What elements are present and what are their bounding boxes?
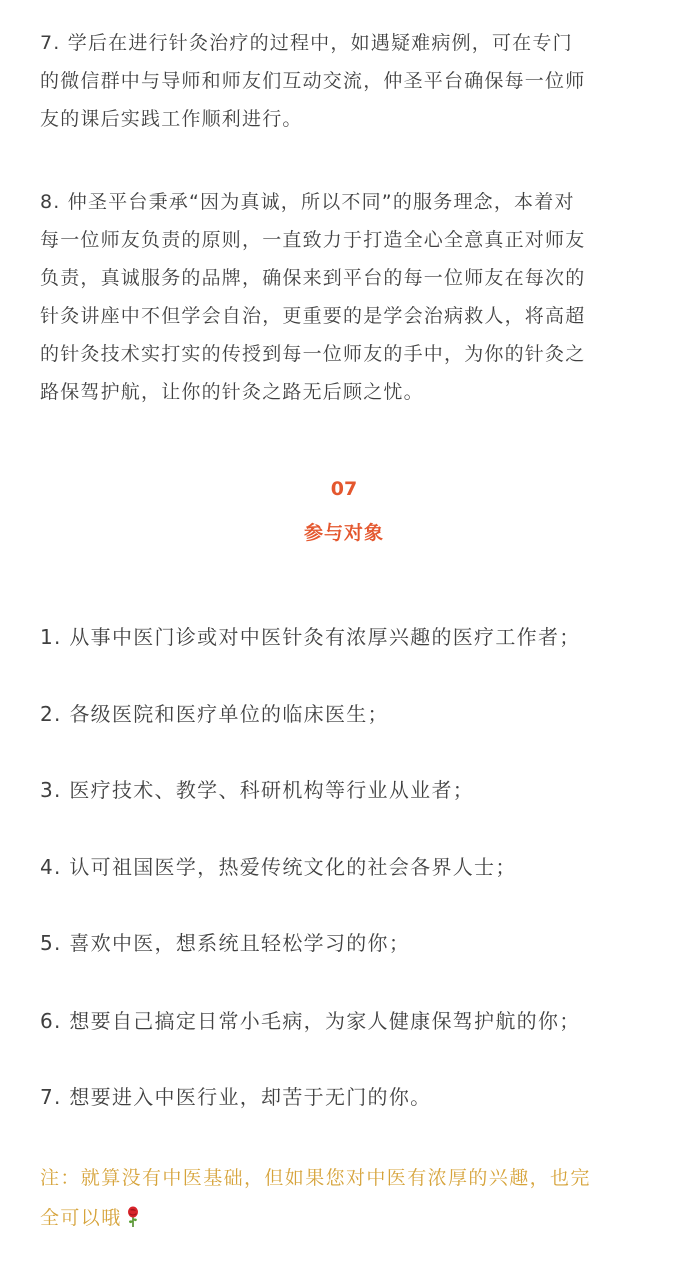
note (40, 1158, 660, 1238)
audience-item: 5. 喜欢中医，想系统且轻松学习的你； (40, 931, 411, 955)
paragraph-line: 友的课后实践工作顺利进行。 (40, 108, 303, 130)
rose-icon (124, 1202, 142, 1224)
paragraph-line: 7. 学后在进行针灸治疗的过程中，如遇疑难病例，可在专门 (40, 32, 573, 54)
paragraph-line: 路保驾护航，让你的针灸之路无后顾之忧。 (40, 381, 424, 403)
note-line: 注：就算没有中医基础，但如果您对中医有浓厚的兴趣，也完 (40, 1167, 591, 1189)
audience-item: 3. 医疗技术、教学、科研机构等行业从业者； (40, 778, 475, 802)
audience-item: 1. 从事中医门诊或对中医针灸有浓厚兴趣的医疗工作者； (40, 625, 581, 649)
note-line-2 (40, 1198, 660, 1238)
audience-item: 2. 各级医院和医疗单位的临床医生； (40, 702, 389, 726)
section-number: 07 (330, 478, 358, 500)
paragraph-7 (40, 24, 652, 138)
paragraph-line: 针灸讲座中不但学会自治，更重要的是学会治病救人，将高超 (40, 305, 586, 327)
paragraph-line: 的针灸技术实打实的传授到每一位师友的手中，为你的针灸之 (40, 343, 586, 365)
section-title: 参与对象 (303, 522, 384, 544)
paragraph-8 (40, 183, 652, 411)
note-line-text: 全可以哦 (40, 1207, 122, 1229)
audience-item: 7. 想要进入中医行业，却苦于无门的你。 (40, 1085, 432, 1109)
audience-item: 6. 想要自己搞定日常小毛病，为家人健康保驾护航的你； (40, 1009, 581, 1033)
audience-item: 4. 认可祖国医学，热爱传统文化的社会各界人士； (40, 855, 517, 879)
paragraph-line: 的微信群中与导师和师友们互动交流，仲圣平台确保每一位师 (40, 70, 586, 92)
paragraph-line: 每一位师友负责的原则，一直致力于打造全心全意真正对师友 (40, 229, 586, 251)
paragraph-line: 负责，真诚服务的品牌，确保来到平台的每一位师友在每次的 (40, 267, 586, 289)
paragraph-line: 8. 仲圣平台秉承“因为真诚，所以不同”的服务理念，本着对 (40, 191, 575, 213)
